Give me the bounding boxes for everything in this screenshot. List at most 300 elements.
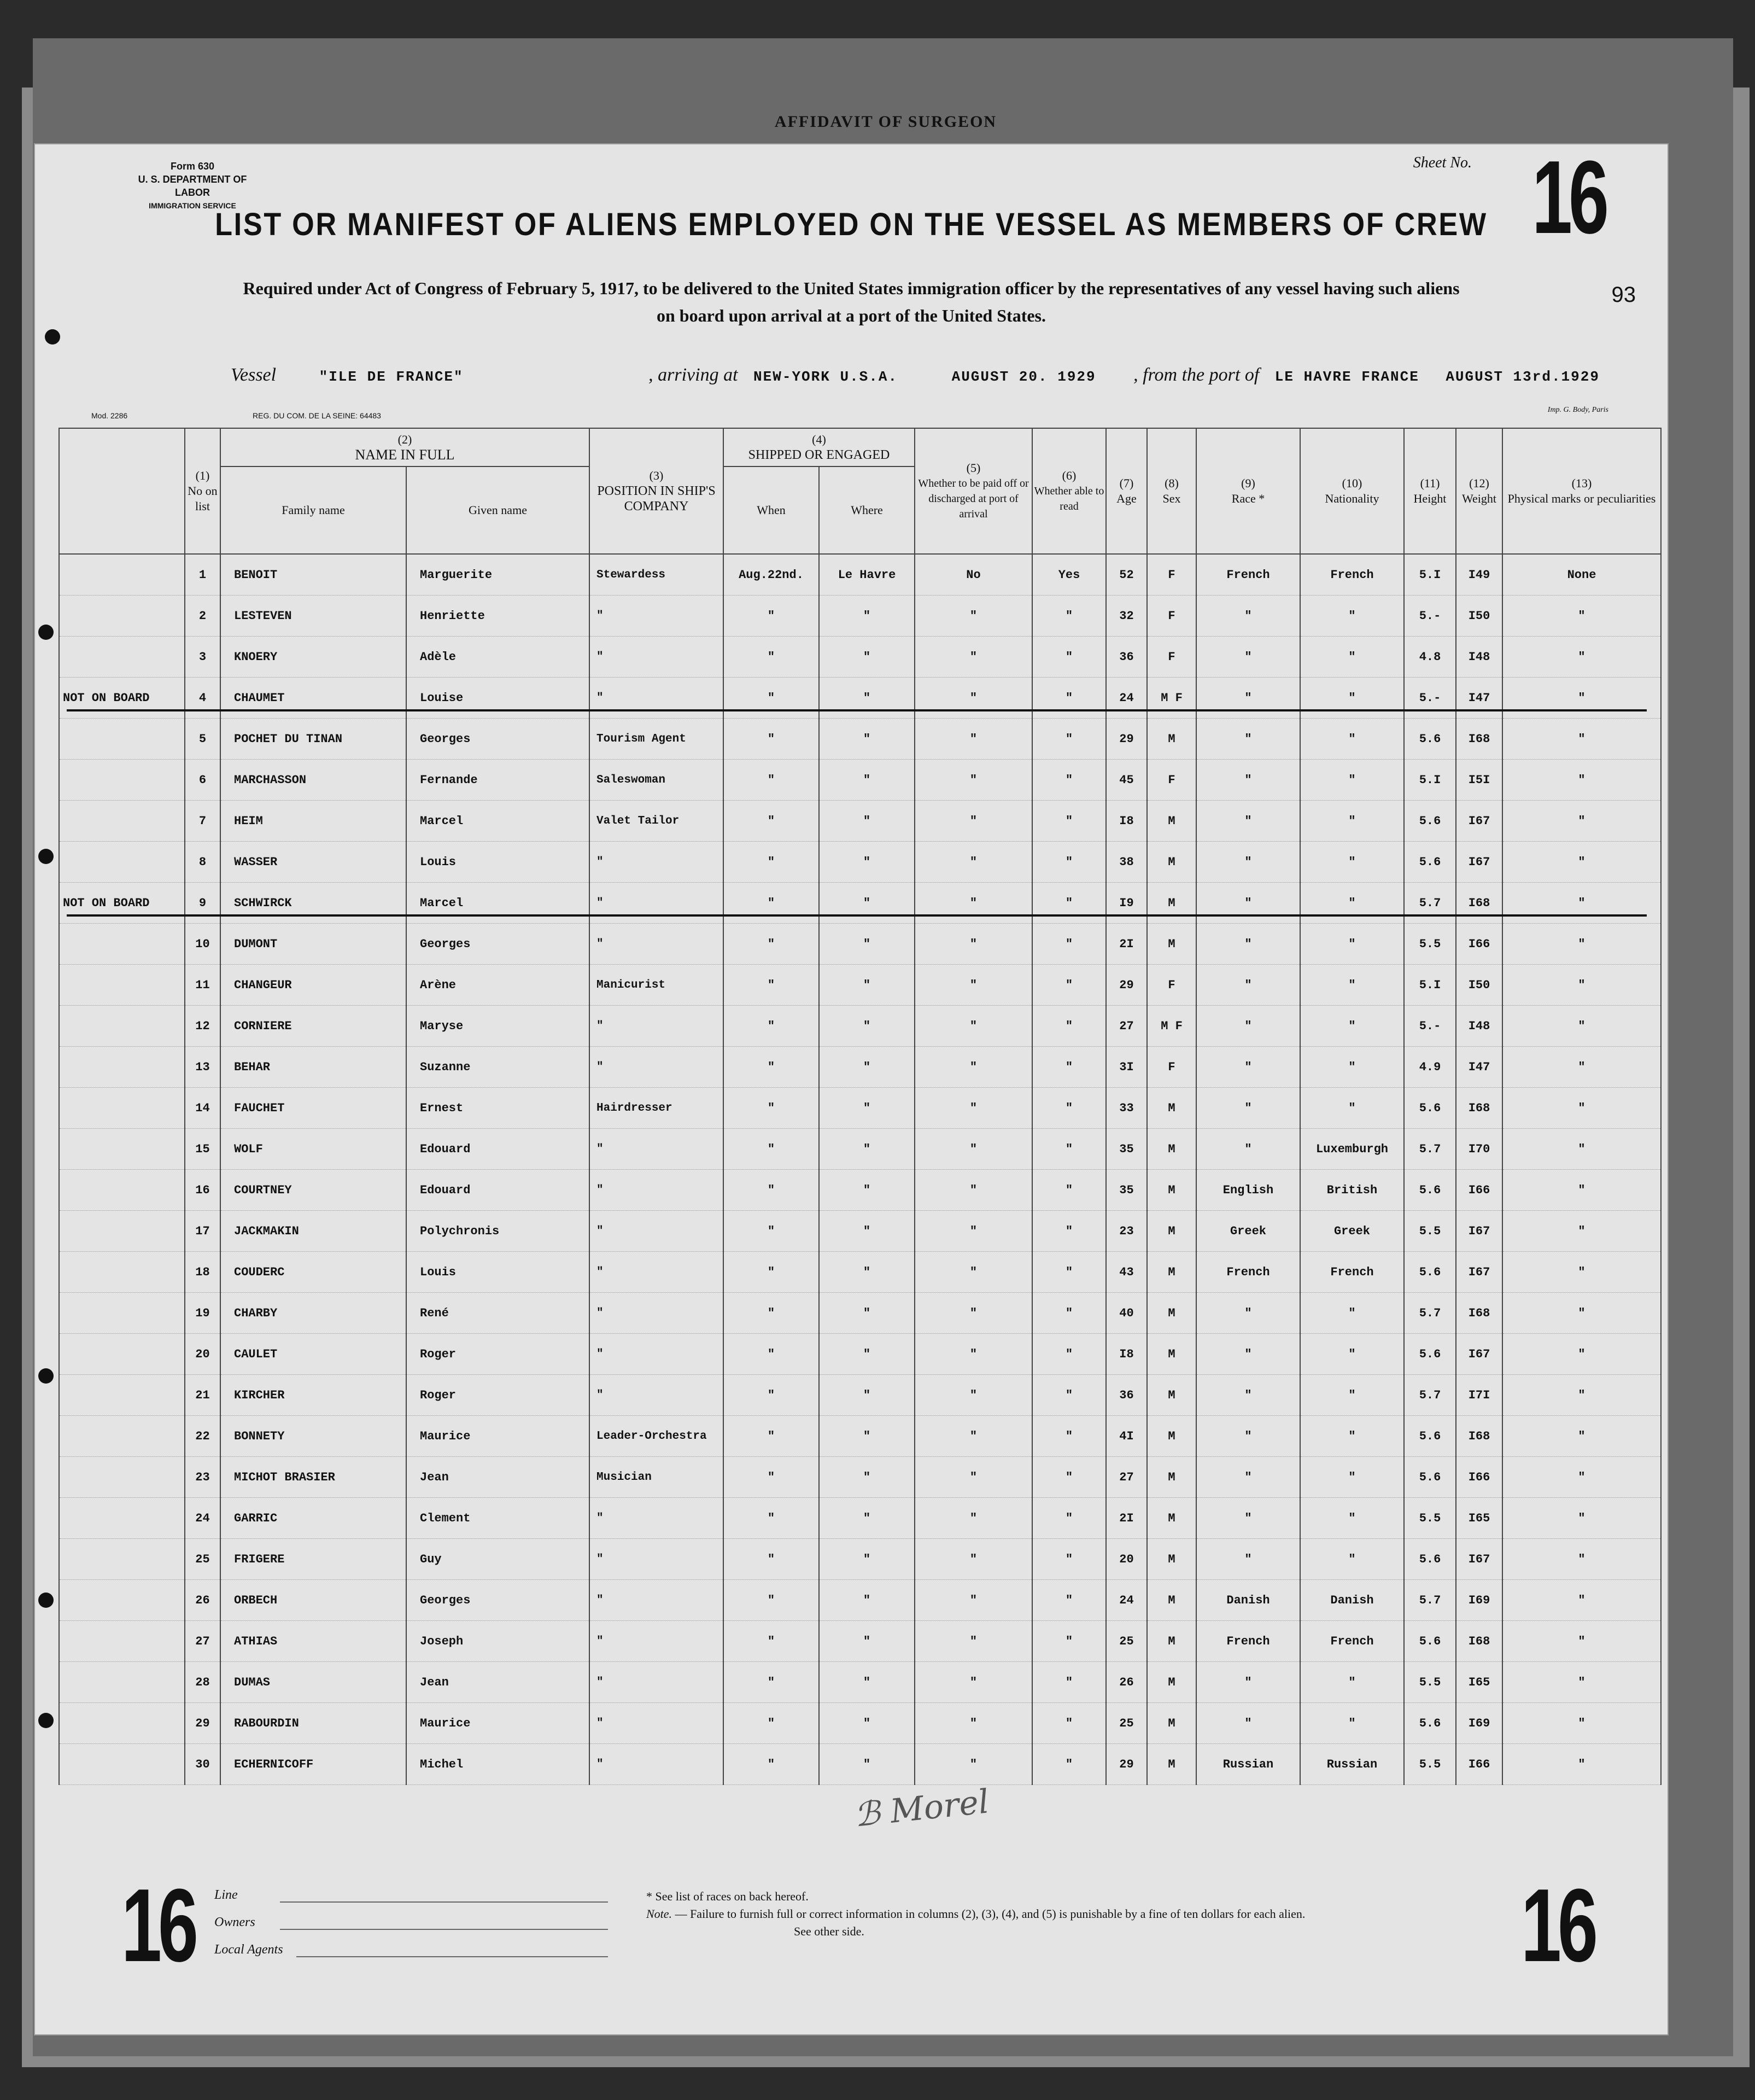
form-info bbox=[121, 160, 264, 212]
cell-marks: " bbox=[1502, 1252, 1661, 1293]
cell-height: 5.6 bbox=[1404, 719, 1456, 760]
cell-note bbox=[59, 1662, 185, 1703]
cell-sex: F bbox=[1147, 554, 1196, 596]
cell-given: Georges bbox=[406, 1580, 589, 1621]
cell-sex: M bbox=[1147, 1334, 1196, 1375]
cell-family: BENOIT bbox=[220, 554, 406, 596]
cell-weight: I68 bbox=[1456, 719, 1502, 760]
cell-family: ECHERNICOFF bbox=[220, 1744, 406, 1785]
cell-paid: " bbox=[915, 965, 1032, 1006]
table-row bbox=[59, 1580, 1661, 1621]
vessel-label: Vessel bbox=[231, 365, 277, 385]
cell-paid: " bbox=[915, 1744, 1032, 1785]
cell-read: " bbox=[1032, 1375, 1106, 1416]
cell-read: " bbox=[1032, 965, 1106, 1006]
cell-where: " bbox=[819, 1211, 915, 1252]
cell-family: MICHOT BRASIER bbox=[220, 1457, 406, 1498]
cell-where: " bbox=[819, 1129, 915, 1170]
cell-nationality: " bbox=[1300, 678, 1404, 719]
cell-race: " bbox=[1196, 1662, 1300, 1703]
cell-weight: I47 bbox=[1456, 678, 1502, 719]
cell-position: " bbox=[589, 1047, 723, 1088]
cell-no: 10 bbox=[185, 924, 220, 965]
col-when-header: When bbox=[723, 466, 819, 554]
col-read-header: (6) Whether able to read bbox=[1032, 428, 1106, 554]
cell-nationality: " bbox=[1300, 1293, 1404, 1334]
cell-weight: I69 bbox=[1456, 1703, 1502, 1744]
arriving-label: , arriving at bbox=[648, 365, 738, 385]
owners-label: Owners bbox=[214, 1915, 255, 1929]
cell-where: " bbox=[819, 1088, 915, 1129]
footnote-penalty bbox=[646, 1905, 1305, 1923]
cell-read: " bbox=[1032, 1539, 1106, 1580]
cell-no: 14 bbox=[185, 1088, 220, 1129]
cell-nationality: French bbox=[1300, 1621, 1404, 1662]
cell-nationality: " bbox=[1300, 1662, 1404, 1703]
cell-sex: M bbox=[1147, 1621, 1196, 1662]
cell-given: Joseph bbox=[406, 1621, 589, 1662]
cell-marks: " bbox=[1502, 1580, 1661, 1621]
cell-marks: " bbox=[1502, 1211, 1661, 1252]
cell-age: 20 bbox=[1106, 1539, 1147, 1580]
footnote-races: * See list of races on back hereof. bbox=[646, 1889, 809, 1903]
cell-read: " bbox=[1032, 1293, 1106, 1334]
cell-marks: " bbox=[1502, 637, 1661, 678]
cell-weight: I66 bbox=[1456, 1170, 1502, 1211]
cell-nationality: Russian bbox=[1300, 1744, 1404, 1785]
cell-family: GARRIC bbox=[220, 1498, 406, 1539]
cell-when: " bbox=[723, 1170, 819, 1211]
cell-sex: M bbox=[1147, 1498, 1196, 1539]
cell-race: " bbox=[1196, 1129, 1300, 1170]
cell-marks: " bbox=[1502, 1539, 1661, 1580]
cell-marks: " bbox=[1502, 924, 1661, 965]
cell-family: KNOERY bbox=[220, 637, 406, 678]
from-port: LE HAVRE FRANCE bbox=[1274, 369, 1419, 385]
cell-read: " bbox=[1032, 1744, 1106, 1785]
col-given-name-header: Given name bbox=[406, 466, 589, 554]
cell-note bbox=[59, 1047, 185, 1088]
cell-when: " bbox=[723, 842, 819, 883]
table-row bbox=[59, 883, 1661, 924]
cell-marks: " bbox=[1502, 1334, 1661, 1375]
cell-when: " bbox=[723, 883, 819, 924]
cell-family: CHANGEUR bbox=[220, 965, 406, 1006]
imprint: Imp. G. Body, Paris bbox=[1547, 406, 1608, 414]
cell-age: 36 bbox=[1106, 637, 1147, 678]
cell-marks: " bbox=[1502, 1498, 1661, 1539]
cell-note bbox=[59, 1498, 185, 1539]
cell-read: " bbox=[1032, 637, 1106, 678]
cell-position: Manicurist bbox=[589, 965, 723, 1006]
side-number: 93 bbox=[1611, 283, 1636, 307]
cell-read: " bbox=[1032, 596, 1106, 637]
cell-family: COUDERC bbox=[220, 1252, 406, 1293]
cell-nationality: " bbox=[1300, 1334, 1404, 1375]
cell-age: 35 bbox=[1106, 1129, 1147, 1170]
cell-position: " bbox=[589, 883, 723, 924]
cell-height: 5.- bbox=[1404, 678, 1456, 719]
cell-nationality: British bbox=[1300, 1170, 1404, 1211]
cell-where: " bbox=[819, 1457, 915, 1498]
cell-height: 5.6 bbox=[1404, 1703, 1456, 1744]
cell-note bbox=[59, 1416, 185, 1457]
cell-note bbox=[59, 842, 185, 883]
cell-read: " bbox=[1032, 1170, 1106, 1211]
cell-when: " bbox=[723, 1375, 819, 1416]
cell-note bbox=[59, 1334, 185, 1375]
col-nationality-header: (10) Nationality bbox=[1300, 428, 1404, 554]
cell-where: " bbox=[819, 965, 915, 1006]
cell-family: BEHAR bbox=[220, 1047, 406, 1088]
cell-given: Edouard bbox=[406, 1170, 589, 1211]
cell-marks: " bbox=[1502, 1293, 1661, 1334]
cell-read: " bbox=[1032, 1129, 1106, 1170]
cell-where: " bbox=[819, 1580, 915, 1621]
cell-note bbox=[59, 637, 185, 678]
cell-no: 27 bbox=[185, 1621, 220, 1662]
cell-paid: " bbox=[915, 1662, 1032, 1703]
cell-race: " bbox=[1196, 1416, 1300, 1457]
cell-height: 5.5 bbox=[1404, 1211, 1456, 1252]
cell-height: 5.6 bbox=[1404, 1621, 1456, 1662]
cell-no: 6 bbox=[185, 760, 220, 801]
cell-when: " bbox=[723, 1703, 819, 1744]
cell-race: French bbox=[1196, 554, 1300, 596]
cell-no: 23 bbox=[185, 1457, 220, 1498]
subtitle-line-1: Required under Act of Congress of February 5, 1917, to be delivered to the United States immigration officer by the representatives of any vessel having such aliens bbox=[243, 278, 1460, 298]
cell-where: " bbox=[819, 1047, 915, 1088]
cell-where: " bbox=[819, 883, 915, 924]
cell-sex: M bbox=[1147, 1662, 1196, 1703]
cell-read: " bbox=[1032, 1088, 1106, 1129]
cell-given: Michel bbox=[406, 1744, 589, 1785]
cell-marks: " bbox=[1502, 1375, 1661, 1416]
cell-marks: None bbox=[1502, 554, 1661, 596]
cell-note bbox=[59, 965, 185, 1006]
cell-height: 4.8 bbox=[1404, 637, 1456, 678]
cell-age: I8 bbox=[1106, 801, 1147, 842]
table-row bbox=[59, 924, 1661, 965]
cell-given: Henriette bbox=[406, 596, 589, 637]
col-shipped-header: (4) SHIPPED OR ENGAGED bbox=[723, 428, 915, 466]
cell-paid: " bbox=[915, 719, 1032, 760]
cell-race: " bbox=[1196, 637, 1300, 678]
arrival-date: AUGUST 20. 1929 bbox=[951, 369, 1096, 385]
cell-no: 7 bbox=[185, 801, 220, 842]
cell-age: 29 bbox=[1106, 1744, 1147, 1785]
cell-given: Marcel bbox=[406, 801, 589, 842]
cell-family: BONNETY bbox=[220, 1416, 406, 1457]
col-family-name-header: Family name bbox=[220, 466, 406, 554]
cell-no: 15 bbox=[185, 1129, 220, 1170]
cell-no: 2 bbox=[185, 596, 220, 637]
cell-sex: M F bbox=[1147, 678, 1196, 719]
cell-position: Musician bbox=[589, 1457, 723, 1498]
table-row bbox=[59, 1047, 1661, 1088]
cell-race: " bbox=[1196, 883, 1300, 924]
cell-position: " bbox=[589, 1170, 723, 1211]
footnote-other-side: See other side. bbox=[794, 1924, 864, 1938]
cell-paid: No bbox=[915, 554, 1032, 596]
cell-family: WASSER bbox=[220, 842, 406, 883]
table-row bbox=[59, 596, 1661, 637]
cell-position: " bbox=[589, 1703, 723, 1744]
cell-read: " bbox=[1032, 1457, 1106, 1498]
cell-race: " bbox=[1196, 1498, 1300, 1539]
cell-no: 1 bbox=[185, 554, 220, 596]
cell-position: " bbox=[589, 1539, 723, 1580]
cell-race: " bbox=[1196, 760, 1300, 801]
cell-age: I8 bbox=[1106, 1334, 1147, 1375]
cell-no: 9 bbox=[185, 883, 220, 924]
cell-nationality: " bbox=[1300, 1375, 1404, 1416]
cell-marks: " bbox=[1502, 883, 1661, 924]
cell-marks: " bbox=[1502, 801, 1661, 842]
cell-weight: I49 bbox=[1456, 554, 1502, 596]
cell-age: I9 bbox=[1106, 883, 1147, 924]
cell-age: 36 bbox=[1106, 1375, 1147, 1416]
cell-when: Aug.22nd. bbox=[723, 554, 819, 596]
cell-age: 27 bbox=[1106, 1006, 1147, 1047]
cell-sex: M bbox=[1147, 1580, 1196, 1621]
table-row bbox=[59, 1498, 1661, 1539]
cell-weight: I68 bbox=[1456, 1416, 1502, 1457]
cell-weight: I68 bbox=[1456, 1621, 1502, 1662]
cell-height: 5.6 bbox=[1404, 1252, 1456, 1293]
cell-sex: F bbox=[1147, 1047, 1196, 1088]
cell-sex: M bbox=[1147, 1416, 1196, 1457]
cell-race: " bbox=[1196, 1375, 1300, 1416]
cell-no: 29 bbox=[185, 1703, 220, 1744]
cell-read: " bbox=[1032, 924, 1106, 965]
cell-weight: I68 bbox=[1456, 1088, 1502, 1129]
cell-nationality: " bbox=[1300, 1457, 1404, 1498]
cell-nationality: " bbox=[1300, 719, 1404, 760]
cell-nationality: " bbox=[1300, 842, 1404, 883]
cell-marks: " bbox=[1502, 1006, 1661, 1047]
cell-no: 19 bbox=[185, 1293, 220, 1334]
cell-race: Danish bbox=[1196, 1580, 1300, 1621]
cell-position: " bbox=[589, 1744, 723, 1785]
cell-no: 17 bbox=[185, 1211, 220, 1252]
col-name-header: (2) NAME IN FULL bbox=[220, 428, 589, 466]
cell-age: 23 bbox=[1106, 1211, 1147, 1252]
cell-given: Clement bbox=[406, 1498, 589, 1539]
cell-family: COURTNEY bbox=[220, 1170, 406, 1211]
cell-paid: " bbox=[915, 1703, 1032, 1744]
cell-nationality: " bbox=[1300, 1498, 1404, 1539]
cell-nationality: French bbox=[1300, 1252, 1404, 1293]
department: U. S. DEPARTMENT OF LABOR bbox=[138, 174, 247, 198]
cell-paid: " bbox=[915, 842, 1032, 883]
cell-given: Edouard bbox=[406, 1129, 589, 1170]
cell-family: WOLF bbox=[220, 1129, 406, 1170]
cell-when: " bbox=[723, 1744, 819, 1785]
cell-height: 4.9 bbox=[1404, 1047, 1456, 1088]
cell-no: 12 bbox=[185, 1006, 220, 1047]
cell-weight: I66 bbox=[1456, 924, 1502, 965]
cell-age: 29 bbox=[1106, 719, 1147, 760]
cell-where: " bbox=[819, 1416, 915, 1457]
cell-nationality: French bbox=[1300, 554, 1404, 596]
cell-sex: M bbox=[1147, 801, 1196, 842]
cell-marks: " bbox=[1502, 1703, 1661, 1744]
cell-sex: F bbox=[1147, 637, 1196, 678]
mod-number: Mod. 2286 bbox=[91, 411, 128, 420]
cell-height: 5.7 bbox=[1404, 1129, 1456, 1170]
cell-nationality: " bbox=[1300, 760, 1404, 801]
cell-no: 16 bbox=[185, 1170, 220, 1211]
cell-when: " bbox=[723, 1457, 819, 1498]
cell-given: Louis bbox=[406, 1252, 589, 1293]
table-row bbox=[59, 1703, 1661, 1744]
registry-number: REG. DU COM. DE LA SEINE: 64483 bbox=[253, 411, 381, 420]
arriving-port: NEW-YORK U.S.A. bbox=[753, 369, 898, 385]
cell-read: " bbox=[1032, 1334, 1106, 1375]
cell-weight: I67 bbox=[1456, 1211, 1502, 1252]
cell-where: " bbox=[819, 924, 915, 965]
cell-position: " bbox=[589, 1006, 723, 1047]
cell-where: " bbox=[819, 1703, 915, 1744]
cell-race: English bbox=[1196, 1170, 1300, 1211]
cell-age: 38 bbox=[1106, 842, 1147, 883]
cell-no: 8 bbox=[185, 842, 220, 883]
cell-read: " bbox=[1032, 883, 1106, 924]
cell-where: " bbox=[819, 1334, 915, 1375]
sheet-number-stamp: 16 bbox=[1532, 139, 1605, 255]
col-where-header: Where bbox=[819, 466, 915, 554]
line-field bbox=[280, 1901, 608, 1903]
cell-nationality: " bbox=[1300, 1088, 1404, 1129]
cell-family: CAULET bbox=[220, 1334, 406, 1375]
cell-note bbox=[59, 1006, 185, 1047]
cell-sex: M bbox=[1147, 1129, 1196, 1170]
cell-race: " bbox=[1196, 719, 1300, 760]
cell-no: 24 bbox=[185, 1498, 220, 1539]
table-row bbox=[59, 1293, 1661, 1334]
cell-age: 2I bbox=[1106, 924, 1147, 965]
cell-nationality: Greek bbox=[1300, 1211, 1404, 1252]
cell-sex: M bbox=[1147, 842, 1196, 883]
cell-when: " bbox=[723, 924, 819, 965]
cell-given: Marcel bbox=[406, 883, 589, 924]
strike-line-row-4 bbox=[67, 709, 1647, 711]
cell-where: " bbox=[819, 801, 915, 842]
cell-family: CHARBY bbox=[220, 1293, 406, 1334]
from-label: , from the port of bbox=[1133, 365, 1260, 385]
cell-marks: " bbox=[1502, 719, 1661, 760]
cell-height: 5.7 bbox=[1404, 1375, 1456, 1416]
cell-paid: " bbox=[915, 883, 1032, 924]
cell-race: " bbox=[1196, 1088, 1300, 1129]
cell-read: " bbox=[1032, 719, 1106, 760]
table-row bbox=[59, 1129, 1661, 1170]
cell-age: 24 bbox=[1106, 1580, 1147, 1621]
cell-no: 3 bbox=[185, 637, 220, 678]
note-text: — Failure to furnish full or correct information in columns (2), (3), (4), and (5) is punishable by a fine of ten dollars for each alien. bbox=[672, 1907, 1306, 1921]
cell-no: 28 bbox=[185, 1662, 220, 1703]
cell-height: 5.7 bbox=[1404, 1293, 1456, 1334]
cell-position: " bbox=[589, 1621, 723, 1662]
cell-sex: M bbox=[1147, 883, 1196, 924]
cell-sex: F bbox=[1147, 760, 1196, 801]
cell-age: 45 bbox=[1106, 760, 1147, 801]
cell-when: " bbox=[723, 1129, 819, 1170]
table-row bbox=[59, 760, 1661, 801]
cell-height: 5.5 bbox=[1404, 1662, 1456, 1703]
table-row bbox=[59, 1539, 1661, 1580]
cell-note bbox=[59, 924, 185, 965]
agents-field bbox=[296, 1956, 608, 1957]
cell-where: " bbox=[819, 760, 915, 801]
cell-family: LESTEVEN bbox=[220, 596, 406, 637]
cell-marks: " bbox=[1502, 1662, 1661, 1703]
cell-read: " bbox=[1032, 842, 1106, 883]
cell-family: FAUCHET bbox=[220, 1088, 406, 1129]
cell-given: Marguerite bbox=[406, 554, 589, 596]
cell-race: Greek bbox=[1196, 1211, 1300, 1252]
cell-note bbox=[59, 1129, 185, 1170]
cell-sex: M bbox=[1147, 1375, 1196, 1416]
table-row bbox=[59, 965, 1661, 1006]
cell-read: Yes bbox=[1032, 554, 1106, 596]
cell-race: " bbox=[1196, 1006, 1300, 1047]
service: IMMIGRATION SERVICE bbox=[149, 201, 236, 210]
cell-position: " bbox=[589, 596, 723, 637]
cell-race: " bbox=[1196, 1457, 1300, 1498]
cell-family: DUMONT bbox=[220, 924, 406, 965]
subtitle-line-2: on board upon arrival at a port of the United States. bbox=[656, 306, 1046, 325]
vessel-line bbox=[231, 365, 1685, 398]
table-row bbox=[59, 801, 1661, 842]
cell-position: " bbox=[589, 1498, 723, 1539]
cell-nationality: " bbox=[1300, 801, 1404, 842]
table-row bbox=[59, 1252, 1661, 1293]
cell-nationality: " bbox=[1300, 1539, 1404, 1580]
cell-paid: " bbox=[915, 924, 1032, 965]
cell-where: " bbox=[819, 1375, 915, 1416]
departure-date: AUGUST 13rd.1929 bbox=[1446, 369, 1600, 385]
cell-race: " bbox=[1196, 678, 1300, 719]
cell-sex: M bbox=[1147, 1744, 1196, 1785]
cell-paid: " bbox=[915, 1088, 1032, 1129]
cell-sex: M bbox=[1147, 1457, 1196, 1498]
cell-paid: " bbox=[915, 1129, 1032, 1170]
cell-paid: " bbox=[915, 1621, 1032, 1662]
cell-note: NOT ON BOARD bbox=[59, 883, 185, 924]
cell-given: Guy bbox=[406, 1539, 589, 1580]
cell-given: Jean bbox=[406, 1662, 589, 1703]
cell-paid: " bbox=[915, 1498, 1032, 1539]
cell-given: Arène bbox=[406, 965, 589, 1006]
cell-race: " bbox=[1196, 1703, 1300, 1744]
cell-paid: " bbox=[915, 1211, 1032, 1252]
cell-sex: M bbox=[1147, 1539, 1196, 1580]
cell-when: " bbox=[723, 965, 819, 1006]
binding-hole bbox=[38, 625, 54, 640]
vessel-name: "ILE DE FRANCE" bbox=[319, 369, 464, 385]
sheet-label: Sheet No. bbox=[1413, 154, 1472, 171]
cell-position: Stewardess bbox=[589, 554, 723, 596]
cell-read: " bbox=[1032, 1047, 1106, 1088]
cell-age: 33 bbox=[1106, 1088, 1147, 1129]
binding-hole bbox=[38, 849, 54, 864]
cell-marks: " bbox=[1502, 1047, 1661, 1088]
cell-when: " bbox=[723, 1539, 819, 1580]
binding-hole bbox=[45, 329, 60, 345]
cell-marks: " bbox=[1502, 760, 1661, 801]
